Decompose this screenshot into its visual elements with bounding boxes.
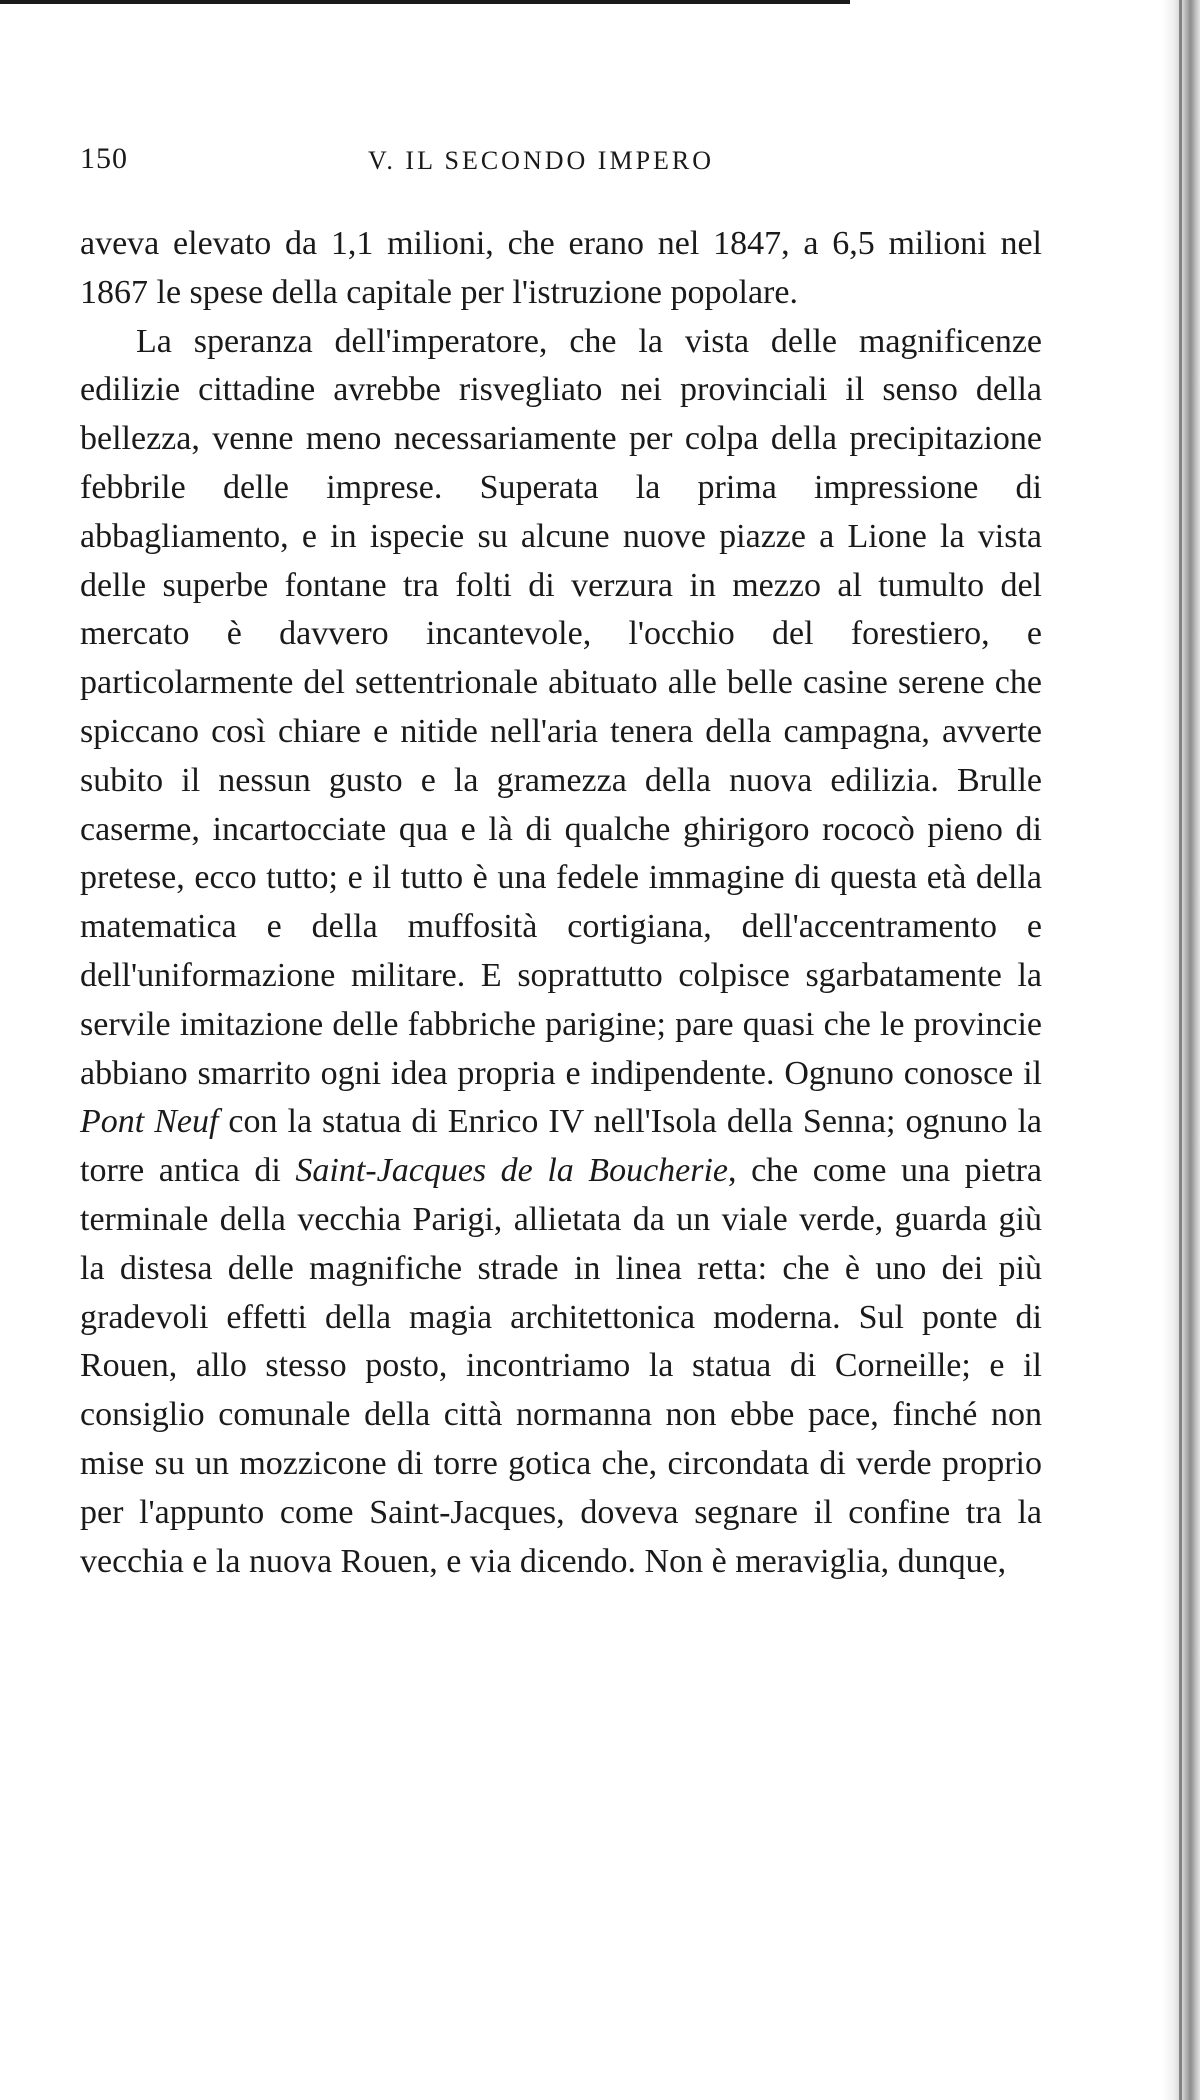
paragraph-2 bbox=[80, 318, 1042, 1587]
page-header bbox=[80, 142, 1040, 182]
body-text bbox=[80, 220, 1042, 1586]
paragraph-2-part-2: con la statua di Enrico IV nell'Isola della Senna; ognuno la torre antica di bbox=[80, 1103, 1042, 1190]
paragraph-2-part-1: La speranza dell'imperatore, che la vista delle magnificenze edilizie cittadine avrebbe risvegliato nei provinciali il senso della bellezza, venne meno necessariamente per colpa della precipitazione febbrile delle imprese. Superata la prima impressione di abbagliamento, e in ispecie su alcune nuove piazze a Lione la vista delle superbe fontane tra folti di verzura in mezzo al tumulto del mercato è davvero incantevole, l'occhio del forestiero, e particolarmente del settentrionale abituato alle belle casine serene che spiccano così chiare e nitide nell'aria tenera della campagna, avverte subito il nessun gusto e la gramezza della nuova edilizia. Brulle caserme, incartocciate qua e là di qualche ghirigoro rococò pieno di pretese, ecco tutto; e il tutto è una fedele immagine di questa età della matematica e della muffosità cortigiana, dell'accentramento e dell'uniformazione militare. E soprattutto colpisce sgarbatamente la servile imitazione delle fabbriche parigine; pare quasi che le provincie abbiano smarrito ogni idea propria e indipendente. Ognuno conosce il bbox=[80, 322, 1042, 1092]
paragraph-1: aveva elevato da 1,1 milioni, che erano nel 1847, a 6,5 milioni nel 1867 le spese della capitale per l'istruzione popolare. bbox=[80, 225, 1042, 311]
top-rule bbox=[0, 0, 850, 4]
binding-edge bbox=[1179, 0, 1182, 2100]
italic-pont-neuf: Pont Neuf bbox=[80, 1103, 219, 1141]
page-number: 150 bbox=[80, 142, 128, 175]
paragraph-2-part-3: , che come una pietra terminale della vecchia Parigi, allietata da un viale verde, guarda giù la distesa delle magnifiche strade in linea retta: che è uno dei più gradevoli effetti della magia architettonica moderna. Sul ponte di Rouen, allo stesso posto, incontriamo la statua di Corneille; e il consiglio comunale della città normanna non ebbe pace, finché non mise su un mozzicone di torre gotica che, circondata di verde proprio per l'appunto come Saint-Jacques, doveva segnare il confine tra la vecchia e la nuova Rouen, e via dicendo. Non è meraviglia, dunque, bbox=[80, 1152, 1042, 1580]
italic-saint-jacques: Saint-Jacques de la Boucherie bbox=[295, 1152, 729, 1190]
running-title: V. IL SECONDO IMPERO bbox=[368, 146, 715, 175]
